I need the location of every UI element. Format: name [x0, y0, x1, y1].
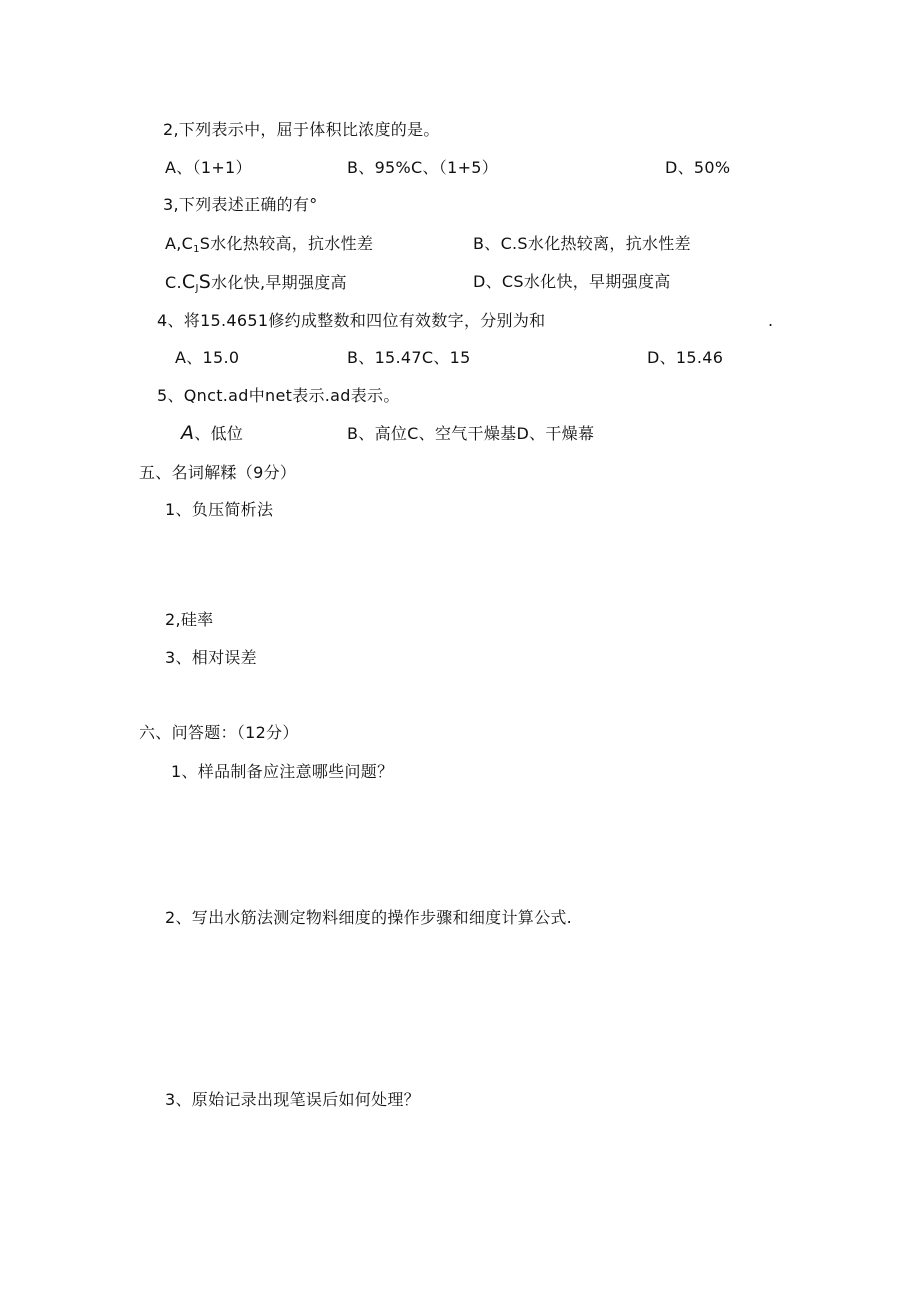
section-5-heading: 五、名词解糅（9分） [139, 463, 297, 482]
section-6-item-1: 1、样品制备应注意哪些问题？ [171, 762, 394, 781]
question-5-option-a [181, 423, 243, 444]
question-3-option-a [165, 234, 373, 257]
question-5-stem: 5、Qnct.ad中net表示.ad表示。 [157, 386, 400, 405]
option-a-prefix: A,C [165, 234, 194, 253]
section-6-item-3: 3、原始记录出现笔误后如何处理？ [165, 1090, 420, 1109]
question-2-stem: 2,下列表示中，屈于体积比浓度的是。 [163, 120, 440, 139]
question-4-stem: 4、将15.4651修约成整数和四位有效数字，分别为和 [157, 311, 546, 330]
question-3-option-d: D、CS水化快，早期强度高 [473, 272, 671, 291]
option-c-big-letter: C [181, 271, 196, 293]
option-c-subscript: J [195, 283, 199, 294]
question-2-option-bc: B、95%C、（1+5） [347, 158, 499, 177]
option-c-rest: 水化快,早期强度高 [211, 273, 347, 292]
option-c-prefix: C. [165, 273, 182, 292]
question-3-option-c [165, 272, 347, 296]
question-2-option-a: A、（1+1） [165, 158, 252, 177]
section-6-item-2: 2、写出水筋法测定物料细度的操作步骤和细度计算公式. [165, 908, 573, 927]
question-5-option-bcd: B、高位C、空气干燥基D、干燥幕 [347, 424, 595, 443]
option-a-rest: 、低位 [194, 424, 244, 443]
option-c-big-letter-2: S [198, 271, 212, 293]
option-a-letter: A [181, 422, 195, 444]
option-a-rest: S水化热较高，抗水性差 [199, 234, 374, 253]
section-5-item-2: 2,硅率 [165, 610, 214, 629]
question-4-option-a: A、15.0 [175, 348, 240, 367]
question-4-trailing-dot: . [768, 311, 774, 330]
question-2-option-d: D、50% [665, 158, 731, 177]
section-5-item-3: 3、相对误差 [165, 648, 257, 667]
question-3-option-b: B、C.S水化热较离，抗水性差 [473, 234, 691, 253]
question-4-option-d: D、15.46 [647, 348, 724, 367]
section-6-heading: 六、问答题：（12分） [139, 723, 299, 742]
option-a-subscript: 1 [193, 244, 200, 255]
question-3-stem: 3,下列表述正确的有° [163, 195, 318, 214]
question-4-option-bc: B、15.47C、15 [347, 348, 471, 367]
section-5-item-1: 1、负压简析法 [165, 500, 274, 519]
